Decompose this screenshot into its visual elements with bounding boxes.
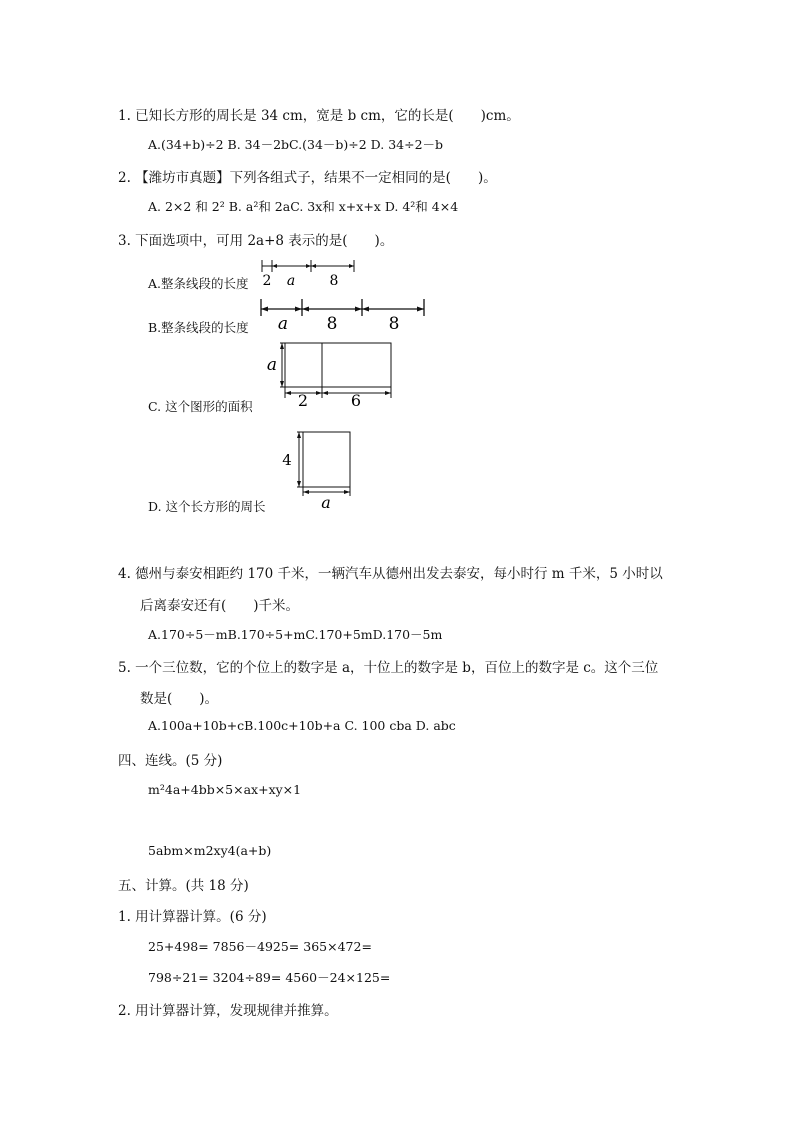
q4-stem-line1: 4. 德州与泰安相距约 170 千米，一辆汽车从德州出发去泰安，每小时行 m 千米，5 小时以	[118, 566, 663, 582]
q3-option-b-seg-label-2: 8	[326, 314, 338, 334]
q3-option-b-segment-figure	[258, 298, 433, 336]
q4-stem-line2: 后离泰安还有( )千米。	[140, 598, 300, 614]
q3-option-c-label: C. 这个图形的面积	[148, 399, 253, 414]
q3-option-c-bottom-label-2: 6	[350, 391, 362, 410]
q5-options: A.100a+10b+cB.100c+10b+a C. 100 cba D. abc	[148, 718, 456, 733]
q3-option-b-label: B.整条线段的长度	[148, 320, 249, 335]
q3-option-b-seg-label-1: a	[277, 314, 289, 334]
q3-option-d-rectangle-figure	[276, 430, 356, 512]
section5-calc-row2: 798÷21= 3204÷89= 4560－24×125=	[148, 970, 391, 985]
section5-sub2: 2. 用计算器计算，发现规律并推算。	[118, 1003, 338, 1019]
q2-stem: 2. 【潍坊市真题】下列各组式子，结果不一定相同的是( )。	[118, 170, 497, 186]
section4-row2: 5abm×m2xy4(a+b)	[148, 843, 272, 858]
q3-option-d-side-label: 4	[282, 451, 292, 469]
q3-option-d-bottom-label: a	[321, 493, 331, 512]
q5-stem-line2: 数是( )。	[140, 691, 219, 707]
q3-option-c-side-label: a	[266, 355, 278, 375]
q3-option-d-label: D. 这个长方形的周长	[148, 499, 266, 514]
q4-options: A.170÷5－mB.170÷5+mC.170+5mD.170－5m	[148, 627, 443, 642]
q5-stem-line1: 5. 一个三位数，它的个位上的数字是 a，十位上的数字是 b，百位上的数字是 c。这个三位	[118, 660, 659, 676]
section5-calc-row1: 25+498= 7856－4925= 365×472=	[148, 939, 372, 954]
q3-option-a-seg-label-3: 8	[329, 273, 339, 289]
q2-options: A. 2×2 和 2² B. a²和 2aC. 3x和 x+x+x D. 4²和 4×4	[148, 199, 459, 214]
section4-title: 四、连线。(5 分)	[118, 753, 223, 769]
section5-sub1: 1. 用计算器计算。(6 分)	[118, 909, 267, 925]
q3-option-a-label: A.整条线段的长度	[148, 276, 249, 291]
section4-row1: m²4a+4bb×5×ax+xy×1	[148, 782, 302, 797]
q1-stem: 1. 已知长方形的周长是 34 cm，宽是 b cm，它的长是( )cm。	[118, 108, 520, 124]
q3-option-b-seg-label-3: 8	[388, 314, 400, 334]
q3-option-a-seg-label-1: 2	[262, 273, 272, 289]
q3-option-a-segment-figure	[258, 258, 368, 290]
q3-option-c-rectangle-figure	[264, 340, 399, 410]
q3-stem: 3. 下面选项中，可用 2a+8 表示的是( )。	[118, 233, 394, 249]
q3-option-c-bottom-label-1: 2	[297, 391, 309, 410]
q1-options: A.(34+b)÷2 B. 34－2bC.(34－b)÷2 D. 34÷2－b	[148, 137, 444, 152]
section5-title: 五、计算。(共 18 分)	[118, 878, 249, 894]
q3-option-a-seg-label-2: a	[286, 273, 296, 289]
